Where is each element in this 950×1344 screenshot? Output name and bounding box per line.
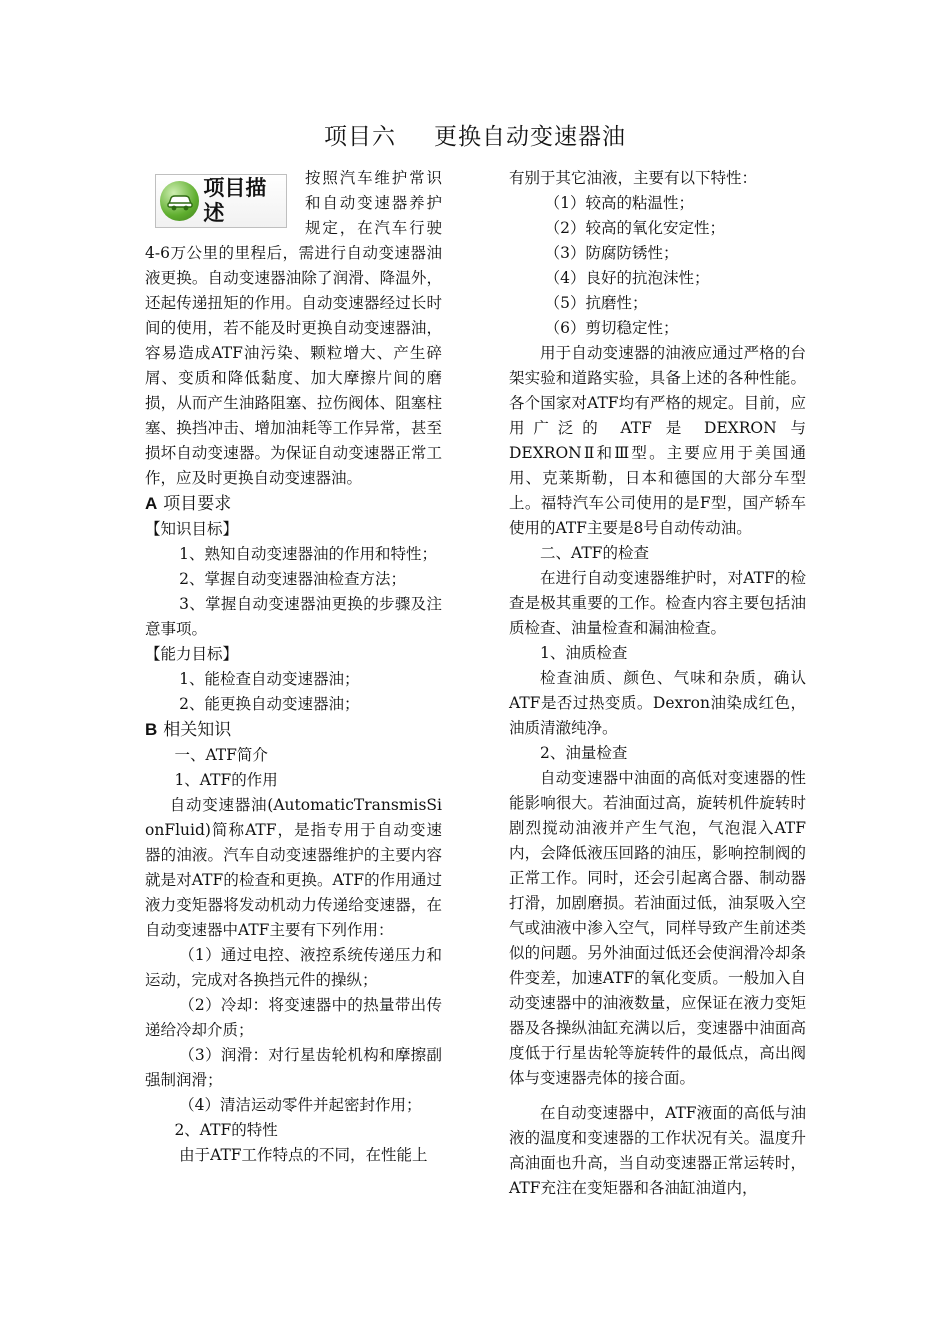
oil-level-temperature-paragraph: 在自动变速器中，ATF液面的高低与油液的温度和变速器的工作状况有关。温度升高油面也升高，当自动变速器正常运转时，ATF充注在变矩器和各油缸油道内， bbox=[509, 1104, 806, 1197]
atf-property-5: （5）抗磨性； bbox=[544, 294, 648, 312]
right-column bbox=[509, 166, 806, 1201]
oil-level-paragraph: 自动变速器中油面的高低对变速器的性能影响很大。若油面过高，旋转机件旋转时剧烈搅动油液并产生气泡，气泡混入ATF内，会降低液压回路的油压，影响控制阀的正常工作。同时，还会引起离合器、制动器打滑，加剧磨损。若油面过低，油泵吸入空气或油液中渗入空气，同样导致产生前述类似的问题。另外油面过低还会使润滑冷却条件变差，加速ATF的氧化变质。一般加入自动变速器中的油液数量，应保证在液力变矩器及各操纵油缸充满以后，变速器中油面高度低于行星齿轮等旋转件的最低点，高出阀体与变速器壳体的接合面。 bbox=[509, 769, 806, 1087]
section-b-heading bbox=[145, 717, 442, 743]
badge-label: 项目描述 bbox=[203, 176, 267, 225]
atf-function-4: （4）清洁运动零件并起密封作用； bbox=[179, 1096, 422, 1114]
heading-atf-properties: 2、ATF的特性 bbox=[174, 1121, 278, 1139]
atf-property-1: （1）较高的粘温性； bbox=[544, 194, 695, 212]
title-project-name: 更换自动变速器油 bbox=[434, 124, 626, 150]
heading-atf-check: 二、ATF的检查 bbox=[540, 544, 649, 562]
atf-function-1: （1）通过电控、液控系统传递压力和运动，完成对各换挡元件的操纵； bbox=[145, 946, 442, 989]
atf-property-3: （3）防腐防锈性； bbox=[544, 244, 679, 262]
oil-quality-paragraph: 检查油质、颜色、气味和杂质，确认ATF是否过热变质。Dexron油染成红色，油质清澈纯净。 bbox=[509, 669, 806, 737]
atf-check-paragraph: 在进行自动变速器维护时，对ATF的检查是极其重要的工作。检查内容主要包括油质检查、油量检查和漏油检查。 bbox=[509, 569, 806, 637]
atf-function-paragraph: 自动变速器油(AutomaticTransmisSionFluid)简称ATF，是指专用于自动变速器的油液。汽车自动变速器维护的主要内容就是对ATF的检查和更换。ATF的作用通过液力变矩器将发动机动力传递给变速器，在自动变速器中ATF主要有下列作用： bbox=[145, 796, 442, 939]
atf-property-4: （4）良好的抗泡沫性； bbox=[544, 269, 710, 287]
car-icon bbox=[160, 181, 199, 221]
atf-function-2: （2）冷却：将变速器中的热量带出传递给冷却介质； bbox=[145, 996, 442, 1039]
ability-goal-2: 2、能更换自动变速器油； bbox=[179, 695, 360, 713]
knowledge-goal-3: 3、掌握自动变速器油更换的步骤及注意事项。 bbox=[145, 595, 442, 638]
knowledge-goal-2: 2、掌握自动变速器油检查方法； bbox=[179, 570, 406, 588]
atf-property-6: （6）剪切稳定性； bbox=[544, 319, 679, 337]
project-description-badge bbox=[155, 174, 287, 228]
knowledge-goals-heading: 【知识目标】 bbox=[145, 520, 239, 538]
section-a-letter: A bbox=[145, 494, 158, 513]
heading-oil-level-check: 2、油量检查 bbox=[540, 744, 628, 762]
atf-standards-paragraph: 用于自动变速器的油液应通过严格的台架实验和道路实验，具备上述的各种性能。各个国家对ATF均有严格的规定。目前，应用广泛的 ATF 是 DEXRON 与 DEXRONⅡ和Ⅲ型。主要应用于美国通用、克莱斯勒，日本和德国的大部分车型上。福特汽车公司使用的是F型，国产轿车使用的ATF主要是8号自动传动油。 bbox=[509, 344, 806, 537]
atf-function-3: （3）润滑：对行星齿轮机构和摩擦副强制润滑； bbox=[145, 1046, 442, 1089]
knowledge-goal-1: 1、熟知自动变速器油的作用和特性； bbox=[179, 545, 437, 563]
section-a-heading bbox=[145, 491, 442, 517]
title-project-number: 项目六 bbox=[324, 124, 396, 150]
ability-goals-heading: 【能力目标】 bbox=[145, 645, 239, 663]
heading-atf-function: 1、ATF的作用 bbox=[174, 771, 278, 789]
heading-atf-intro: 一、ATF简介 bbox=[174, 746, 268, 764]
intro-paragraph: 按照汽车维护常识和自动变速器养护规定，在汽车行驶4-6万公里的里程后，需进行自动变速器油液更换。自动变速器油除了润滑、降温外，还起传递扭矩的作用。自动变速器经过长时间的使用，若不能及时更换自动变速器油，容易造成ATF油污染、颗粒增大、产生碎屑、变质和降低黏度、加大摩擦片间的磨损，从而产生油路阻塞、拉伤阀体、阻塞柱塞、换挡冲击、增加油耗等工作异常，甚至损坏自动变速器。为保证自动变速器正常工作，应及时更换自动变速器油。 bbox=[145, 169, 442, 487]
section-b-title: 相关知识 bbox=[163, 720, 232, 740]
section-b-letter: B bbox=[145, 720, 158, 739]
section-a-title: 项目要求 bbox=[163, 494, 232, 514]
heading-oil-quality-check: 1、油质检查 bbox=[540, 644, 628, 662]
ability-goal-1: 1、能检查自动变速器油； bbox=[179, 670, 360, 688]
atf-property-2: （2）较高的氧化安定性； bbox=[544, 219, 726, 237]
page-title bbox=[0, 118, 950, 151]
left-column bbox=[145, 166, 442, 1168]
atf-properties-paragraph-end: 有别于其它油液，主要有以下特性： bbox=[509, 169, 758, 187]
atf-properties-paragraph-start: 由于ATF工作特点的不同，在性能上 bbox=[179, 1146, 428, 1164]
